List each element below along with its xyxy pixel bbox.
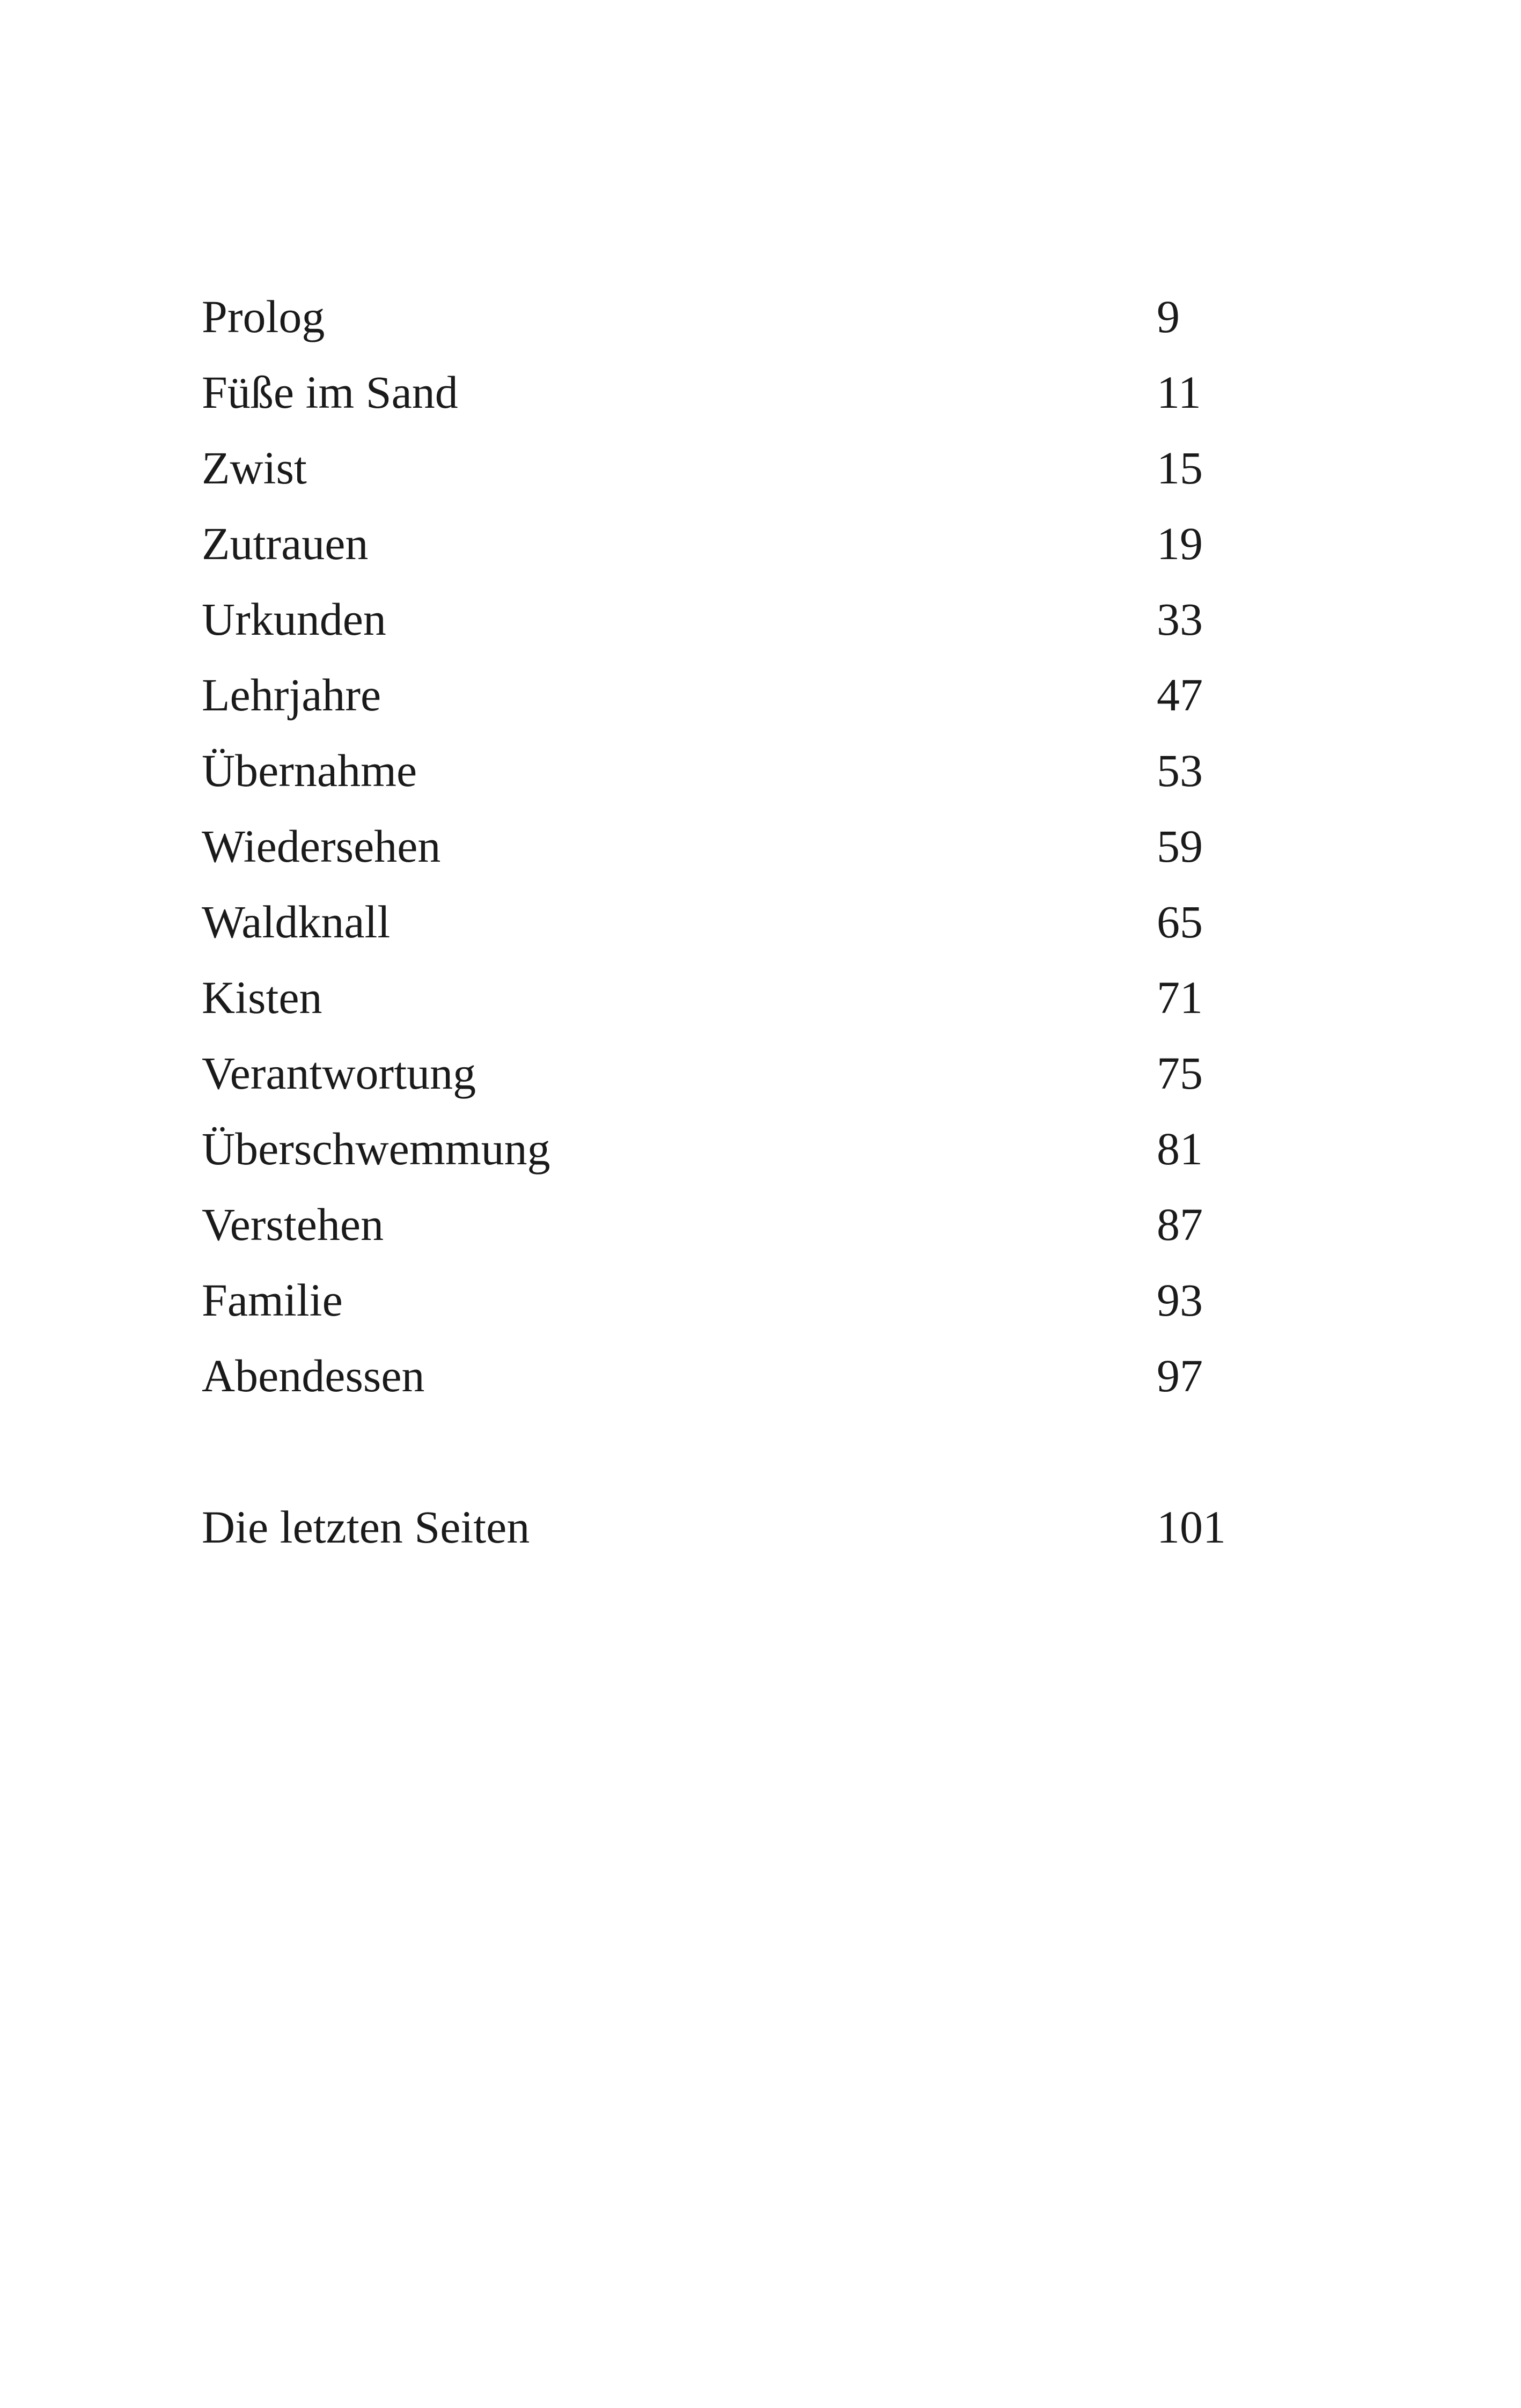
toc-entry[interactable] [202,590,1275,666]
toc-entry[interactable] [202,666,1275,742]
toc-entry[interactable] [202,1195,1275,1271]
toc-entry-title: Verstehen [202,1199,384,1250]
toc-entry[interactable] [202,1120,1275,1195]
toc-entry-title: Übernahme [202,745,417,796]
toc-entry[interactable] [202,742,1275,817]
toc-entry-page: 59 [1157,820,1203,872]
toc-entry[interactable] [202,363,1275,439]
toc-entry[interactable] [202,1044,1275,1120]
toc-entry-page: 19 [1157,518,1203,569]
toc-entry-title: Zutrauen [202,518,369,569]
toc-entry-title: Wiedersehen [202,820,441,872]
toc-entry-page: 47 [1157,669,1203,721]
toc-entry[interactable] [202,515,1275,590]
toc-entry-page: 75 [1157,1047,1203,1099]
toc-entry[interactable] [202,817,1275,893]
toc-entry-title: Füße im Sand [202,366,458,418]
toc-entry-page: 93 [1157,1274,1203,1326]
toc-entry-title: Waldknall [202,896,391,948]
toc-entry-page: 33 [1157,593,1203,645]
toc-entry[interactable] [202,968,1275,1044]
toc-entry[interactable] [202,288,1275,363]
toc-entry-title: Verantwortung [202,1047,476,1099]
toc-entry[interactable] [202,1347,1275,1422]
toc-entry-page: 53 [1157,745,1203,796]
toc-entry-page: 81 [1157,1123,1203,1174]
toc-entry-title: Familie [202,1274,343,1326]
toc-entry-title: Urkunden [202,593,386,645]
toc-entry-title: Überschwemmung [202,1123,550,1174]
toc-appendix-entry[interactable] [202,1498,1275,1574]
toc-entry-title: Zwist [202,442,307,494]
toc-entry-page: 65 [1157,896,1203,948]
toc-entry-page: 97 [1157,1350,1203,1401]
toc-entry-page: 15 [1157,442,1203,494]
toc-entry-page: 87 [1157,1199,1203,1250]
toc-entry[interactable] [202,1271,1275,1347]
toc-entry[interactable] [202,893,1275,968]
toc-entry-title: Lehrjahre [202,669,381,721]
table-of-contents [202,288,1275,1574]
toc-entry-page: 9 [1157,291,1180,342]
toc-entry-title: Kisten [202,972,322,1023]
toc-entry-page: 71 [1157,972,1203,1023]
toc-appendix-title: Die letzten Seiten [202,1501,530,1553]
toc-entry-title: Prolog [202,291,325,342]
toc-entry-page: 11 [1157,366,1201,418]
toc-entry-title: Abendessen [202,1350,425,1401]
toc-entry[interactable] [202,439,1275,515]
toc-appendix-page: 101 [1157,1501,1226,1553]
